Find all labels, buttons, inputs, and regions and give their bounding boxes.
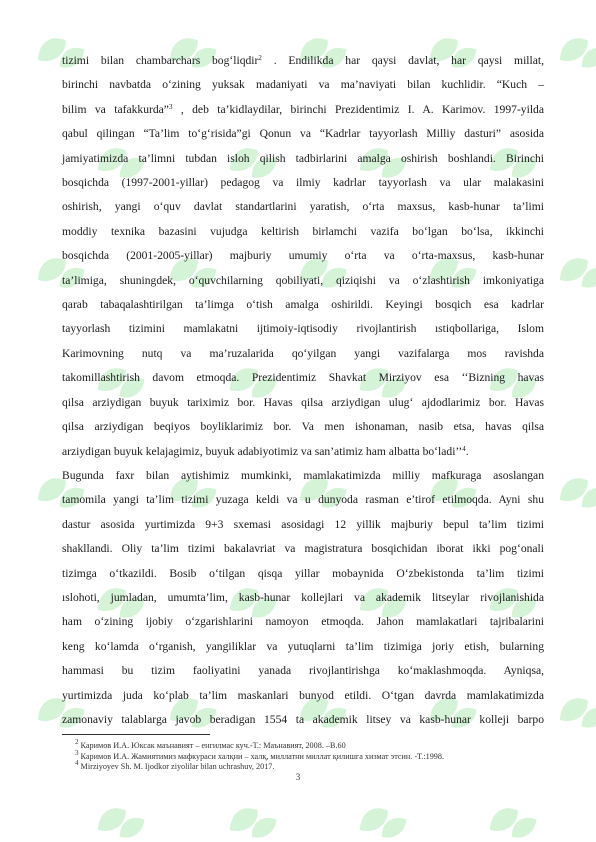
body-line: keng ko‘lamda o‘rganish, yangiliklar va yutuqlarni ta’lim tizimiga joriy etish, bularning: [62, 639, 544, 653]
footnote-separator: [62, 734, 210, 735]
watermark-leaf-icon: [554, 246, 596, 301]
body-text: [62, 49, 544, 732]
body-line: bosqichda (2001-2005-yillar) majburiy umumiy o‘rta va o‘rta-maxsus, kasb-hunar: [62, 249, 544, 263]
body-line: jamiyatimizda ta’limni tubdan isloh qilish tadbirlarini amalga oshirish boshlandi. Birinchi: [62, 151, 544, 165]
body-line: ham o‘zining ijobiy o‘zgarishlarini namoyon etmoqda. Jahon mamlakatlari tajribalarini: [62, 615, 544, 629]
body-line: oshirish, yangi o‘quv davlat standartlarini yaratish, o‘rta maxsus, kasb-hunar ta’limi: [62, 200, 544, 214]
body-line: tamomila yangi ta’lim tizimi yuzaga keldi va u dunyoda rasman e’tirof etilmoqda. Ayni shu: [62, 493, 544, 507]
watermark-leaf-icon: [224, 796, 281, 842]
body-line: qilsa arziydigan buyuk tariximiz bor. Havas qilsa arziydigan ulug‘ ajdodlarimiz bor. Havas: [62, 395, 544, 409]
body-line: tizimi bilan chambarchars bog‘liqdir$^2$ . Endilikda har qaysi davlat, har qaysi millat,: [62, 54, 545, 67]
body-line: bosqichda (1997-2001-yillar) pedagog va ilmiy kadrlar tayyorlash va ular malakasini: [62, 176, 544, 190]
body-line: zamonaviy talablarga javob beradigan 1554 ta akademik litsey va kasb-hunar kolleji barpo: [62, 712, 544, 726]
body-line: birinchi navbatda o‘zining yuksak madaniyati va ma’naviyati bilan kuchlidir. “Kuch –: [62, 78, 544, 92]
footnote-ref[interactable]: 3: [168, 102, 173, 111]
body-line: Bugunda faxr bilan aytishimiz mumkinki, mamlakatimizda milliy mafkuraga asoslangan: [62, 468, 544, 482]
body-line: shakllandi. Oliy ta’lim tizimi bakalavriat va magistratura bosqichidan iborat ikki pog‘onali: [62, 542, 544, 556]
footnote-mark: 3: [75, 748, 79, 757]
footnotes: [75, 738, 545, 773]
body-line: qilsa arziydigan beqiyos boyliklarimiz bor. Va men ishonaman, nasib etsa, havas qilsa: [62, 420, 544, 434]
watermark-leaf-icon: [554, 26, 596, 81]
body-line: hammasi bu tizim faoliyatini yanada rivojlantirishga ko‘maklashmoqda. Ayniqsa,: [62, 664, 544, 678]
body-line: ıslohoti, jumladan, umumta’lim, kasb-hunar kollejlari va akademik litseylar rivojlanishida: [62, 590, 544, 604]
body-line: qarab tabaqalashtirilgan ta’limga o‘tish amalga oshirildi. Keyingi bosqich esa kadrlar: [62, 298, 544, 312]
body-line: tizimga o‘tkazildi. Bosib o‘tilgan qisqa yillar mobaynida O‘zbekistonda ta’lim tizimi: [62, 566, 544, 580]
footnote-ref[interactable]: 2: [258, 54, 262, 62]
body-line: arziydigan buyuk kelajagimiz, buyuk adabiyotimiz va san’atimiz ham albatta bo‘ladi’’$^4$.: [62, 444, 469, 458]
footnote-item: $^4$ Mirziyoyev Sh. M. Ijodkor ziyolilar bilan uchrashuv, 2017.: [75, 759, 275, 771]
body-line: dastur asosida yurtimizda 9+3 sxemasi asosidagi 12 yillik majburiy bepul ta’lim tizimi: [62, 517, 544, 531]
watermark-leaf-icon: [354, 796, 411, 842]
footnote-item: $^3$ Каримов И.А. Жамиятимиз мафкураси халқни – халқ, миллатни миллат қилишга хизмат этсин. -Т.:1998.: [75, 748, 445, 761]
body-line: yurtimizda juda ko‘plab ta’lim maskanlari bunyod etildi. O‘tgan davrda mamlakatimizda: [62, 688, 544, 702]
body-line: bilim va tafakkurda”$^3$ , deb ta’kidlaydilar, birinchi Prezidentimiz I. A. Karimov. 1997-yilda: [62, 102, 544, 116]
watermark-leaf-icon: [484, 796, 541, 842]
body-line: takomillashtirish davom etmoqda. Prezidentimiz Shavkat Mirziyov esa ‘‘Bizning havas: [62, 371, 544, 385]
footnote-mark: 2: [75, 738, 79, 746]
body-line: ta’limiga, shuningdek, o‘quvchilarning qobiliyati, qiziqishi va o‘zlashtirish imkoniyatiga: [62, 273, 544, 287]
watermark-leaf-icon: [554, 466, 596, 521]
page-number: 3: [295, 772, 301, 782]
footnote-item: $^2$ Каримов И.А. Юксак маънавият – енгилмас куч.-Т.: Маънавият, 2008. –В.60: [75, 738, 346, 750]
body-line: tayyorlash tizimini mamlakatni ijtimoiy-iqtisodiy rivojlantirish ıstiqbollariga, Islom: [62, 322, 544, 336]
watermark-leaf-icon: [92, 796, 149, 842]
footnote-mark: 4: [75, 759, 79, 767]
body-line: moddiy texnika bazasini vujudga keltirish birlamchi vazifa bo‘lgan bo‘lsa, ikkinchi: [62, 224, 544, 238]
body-line: Karimovning nutq va ma’ruzalarida qo‘yilgan yangi vazifalarga mos ravishda: [62, 346, 544, 360]
footnote-ref[interactable]: 4: [462, 444, 466, 453]
watermark-leaf-icon: [554, 686, 596, 741]
body-line: qabul qilingan “Ta’lim to‘g‘risida”gi Qonun va “Kadrlar tayyorlash Milliy dasturi” asosida: [62, 127, 544, 141]
